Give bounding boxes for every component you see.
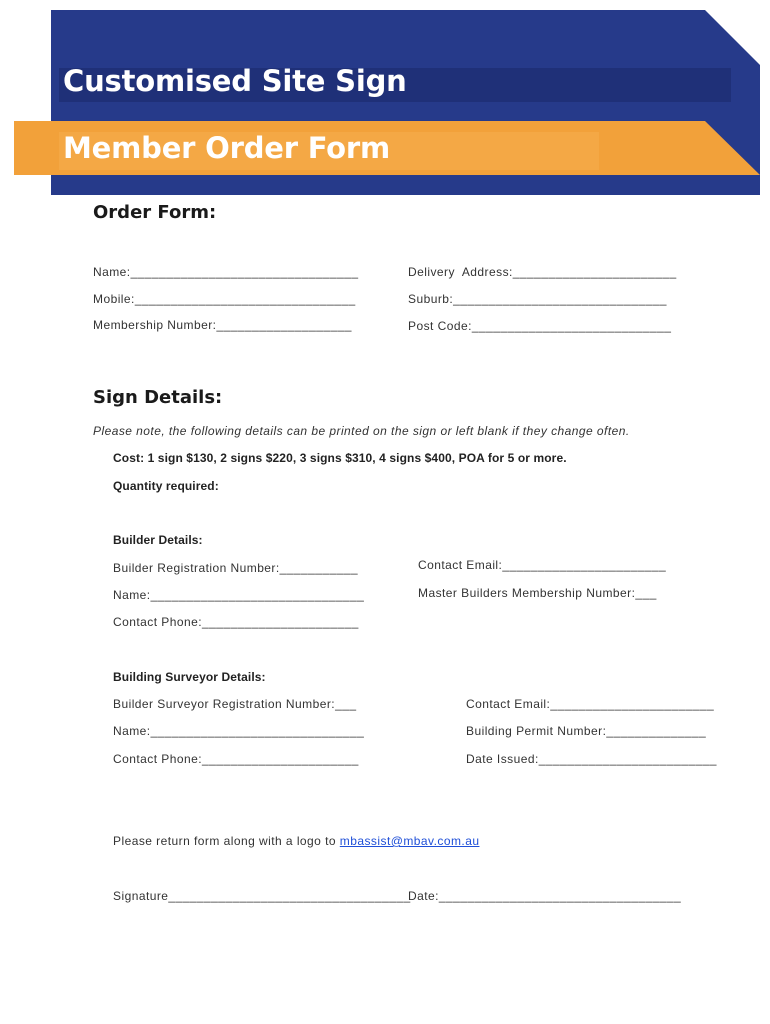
quantity-required-field[interactable]: Quantity required: [113,479,219,493]
builder-phone-field[interactable]: Contact Phone:______________________ [113,615,359,629]
builder-name-field[interactable]: Name:______________________________ [113,588,365,602]
building-permit-field[interactable]: Building Permit Number:______________ [466,724,707,738]
email-link[interactable]: mbassist@mbav.com.au [339,834,480,848]
post-code-field[interactable]: Post Code:____________________________ [408,319,672,333]
return-instructions [113,834,479,848]
date-issued-field[interactable]: Date Issued:_________________________ [466,752,717,766]
name-field[interactable]: Name:________________________________ [93,265,359,279]
sign-details-note: Please note, the following details can be printed on the sign or left blank if they change often. [93,424,630,438]
surveyor-phone-field[interactable]: Contact Phone:______________________ [113,752,359,766]
surveyor-email-field[interactable]: Contact Email:_______________________ [466,697,715,711]
header-banner [0,0,770,200]
builder-details-heading: Builder Details: [113,533,203,547]
mobile-field[interactable]: Mobile:_______________________________ [93,292,356,306]
surveyor-name-field[interactable]: Name:______________________________ [113,724,365,738]
surveyor-registration-field[interactable]: Builder Surveyor Registration Number:___ [113,697,357,711]
delivery-address-field[interactable]: Delivery Address:_______________________ [408,265,677,279]
signature-date-field[interactable]: Date:__________________________________ [408,889,682,903]
page-subtitle: Member Order Form [63,131,391,165]
builder-email-field[interactable]: Contact Email:_______________________ [418,558,667,572]
signature-field[interactable]: Signature__________________________________ [113,889,411,903]
cost-text: Cost: 1 sign $130, 2 signs $220, 3 signs $310, 4 signs $400, POA for 5 or more. [113,451,567,465]
builder-membership-field[interactable]: Master Builders Membership Number:___ [418,586,657,600]
sign-details-heading: Sign Details: [93,387,223,408]
surveyor-details-heading: Building Surveyor Details: [113,670,266,684]
page-title: Customised Site Sign [63,64,407,98]
order-form-heading: Order Form: [93,202,217,223]
builder-registration-field[interactable]: Builder Registration Number:___________ [113,561,359,575]
suburb-field[interactable]: Suburb:______________________________ [408,292,667,306]
header-graphic [0,0,770,200]
membership-number-field[interactable]: Membership Number:___________________ [93,318,352,332]
return-text: Please return form along with a logo to [113,834,340,848]
